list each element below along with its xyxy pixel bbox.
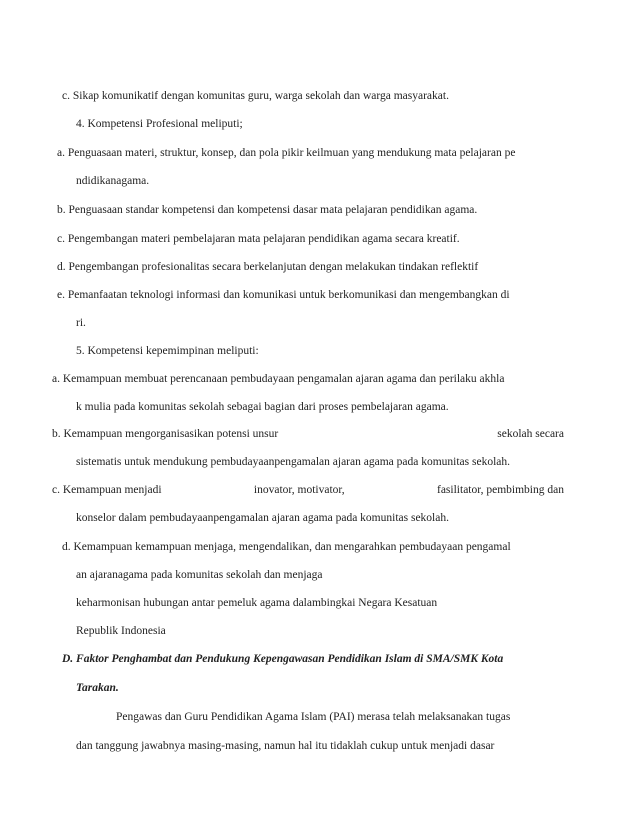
section-heading-d: D. Faktor Penghambat dan Pendukung Kepengawasan Pendidikan Islam di SMA/SMK Kota: [62, 653, 504, 665]
text-segment: sekolah secara: [497, 428, 564, 440]
text-line: d. Kemampuan kemampuan menjaga, mengendalikan, dan mengarahkan pembudayaan pengamal: [62, 541, 511, 553]
text-line: c. Pengembangan materi pembelajaran mata pelajaran pendidikan agama secara kreatif.: [57, 233, 460, 245]
text-line: ndidikanagama.: [76, 175, 150, 187]
section-heading-d-cont: Tarakan.: [76, 682, 119, 694]
text-segment: fasilitator, pembimbing dan: [437, 484, 564, 496]
text-line: Republik Indonesia: [76, 625, 166, 637]
section-heading-profesional: 4. Kompetensi Profesional meliputi;: [76, 118, 243, 130]
text-line: sistematis untuk mendukung pembudayaanpengamalan ajaran agama pada komunitas sekolah.: [76, 456, 510, 468]
text-line: an ajaranagama pada komunitas sekolah dan menjaga: [76, 569, 323, 581]
text-line-justified: [52, 483, 564, 497]
paragraph-line: Pengawas dan Guru Pendidikan Agama Islam (PAI) merasa telah melaksanakan tugas: [116, 711, 511, 723]
text-line: e. Pemanfaatan teknologi informasi dan komunikasi untuk berkomunikasi dan mengembangkan di: [57, 289, 510, 301]
text-segment: c. Kemampuan menjadi: [52, 484, 162, 496]
text-line: ri.: [76, 317, 86, 329]
text-line: k mulia pada komunitas sekolah sebagai bagian dari proses pembelajaran agama.: [76, 401, 449, 413]
text-segment: inovator, motivator,: [253, 484, 345, 496]
text-line: c. Sikap komunikatif dengan komunitas guru, warga sekolah dan warga masyarakat.: [62, 90, 449, 102]
text-line: a. Kemampuan membuat perencanaan pembudayaan pengamalan ajaran agama dan perilaku akhla: [52, 373, 505, 385]
text-line: konselor dalam pembudayaanpengamalan ajaran agama pada komunitas sekolah.: [76, 512, 449, 524]
paragraph-line: dan tanggung jawabnya masing-masing, namun hal itu tidaklah cukup untuk menjadi dasar: [76, 740, 495, 752]
text-line: keharmonisan hubungan antar pemeluk agama dalambingkai Negara Kesatuan: [76, 597, 438, 609]
text-line-justified: [52, 427, 564, 441]
section-heading-kepemimpinan: 5. Kompetensi kepemimpinan meliputi:: [76, 345, 259, 357]
text-line: d. Pengembangan profesionalitas secara berkelanjutan dengan melakukan tindakan reflektif: [57, 261, 479, 273]
text-line: b. Penguasaan standar kompetensi dan kompetensi dasar mata pelajaran pendidikan agama.: [57, 204, 478, 216]
text-line: a. Penguasaan materi, struktur, konsep, dan pola pikir keilmuan yang mendukung mata pelajaran pe: [57, 147, 516, 159]
text-segment: b. Kemampuan mengorganisasikan potensi unsur: [52, 428, 279, 440]
